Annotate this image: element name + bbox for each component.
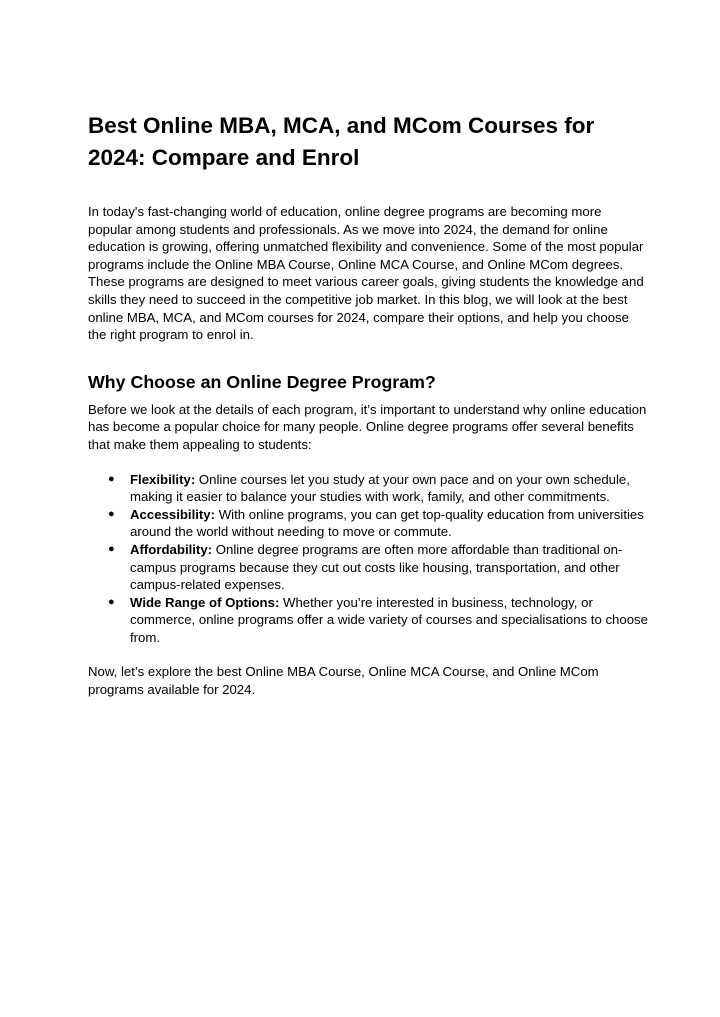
benefit-term: Accessibility: <box>130 506 216 522</box>
benefit-text: With online programs, you can get top-quality education from universities around the world without needing to move or commute. <box>130 506 644 540</box>
document-page <box>88 110 648 699</box>
bullet-icon: ● <box>108 507 115 520</box>
list-item <box>88 471 648 506</box>
list-item <box>88 594 648 647</box>
bullet-icon: ● <box>108 472 115 485</box>
bullet-icon: ● <box>108 542 115 555</box>
list-item <box>88 506 648 541</box>
benefit-text: Online degree programs are often more affordable than traditional on-campus programs because they cut out costs like housing, transportation, and other campus-related expenses. <box>130 541 623 593</box>
intro-paragraph: In today's fast-changing world of education, online degree programs are becoming more popular among students and professionals. As we move into 2024, the demand for online education is growing, offering unmatched flexibility and convenience. Some of the most popular programs include the Online MBA Course, Online MCA Course, and Online MCom degrees. These programs are designed to meet various career goals, giving students the knowledge and skills they need to succeed in the competitive job market. In this blog, we will look at the best online MBA, MCA, and MCom courses for 2024, compare their options, and help you choose the right program to enrol in. <box>88 204 644 343</box>
closing-paragraph: Now, let’s explore the best Online MBA Course, Online MCA Course, and Online MCom programs available for 2024. <box>88 664 599 698</box>
section-paragraph: Before we look at the details of each program, it’s important to understand why online education has become a popular choice for many people. Online degree programs offer several benefits that make them appealing to students: <box>88 401 647 452</box>
benefit-term: Flexibility: <box>130 471 196 487</box>
list-item <box>88 541 648 594</box>
section-heading: Why Choose an Online Degree Program? <box>88 371 436 392</box>
document-title: Best Online MBA, MCA, and MCom Courses for 2024: Compare and Enrol <box>88 113 595 170</box>
benefit-text: Whether you’re interested in business, technology, or commerce, online programs offer a wide variety of courses and specialisations to choose from. <box>130 594 648 645</box>
benefit-term: Affordability: <box>130 541 213 557</box>
bullet-icon: ● <box>108 595 115 608</box>
benefit-term: Wide Range of Options: <box>130 594 280 610</box>
benefits-list <box>88 471 648 647</box>
benefit-text: Online courses let you study at your own pace and on your own schedule, making it easier to balance your studies with work, family, and other commitments. <box>130 471 630 505</box>
